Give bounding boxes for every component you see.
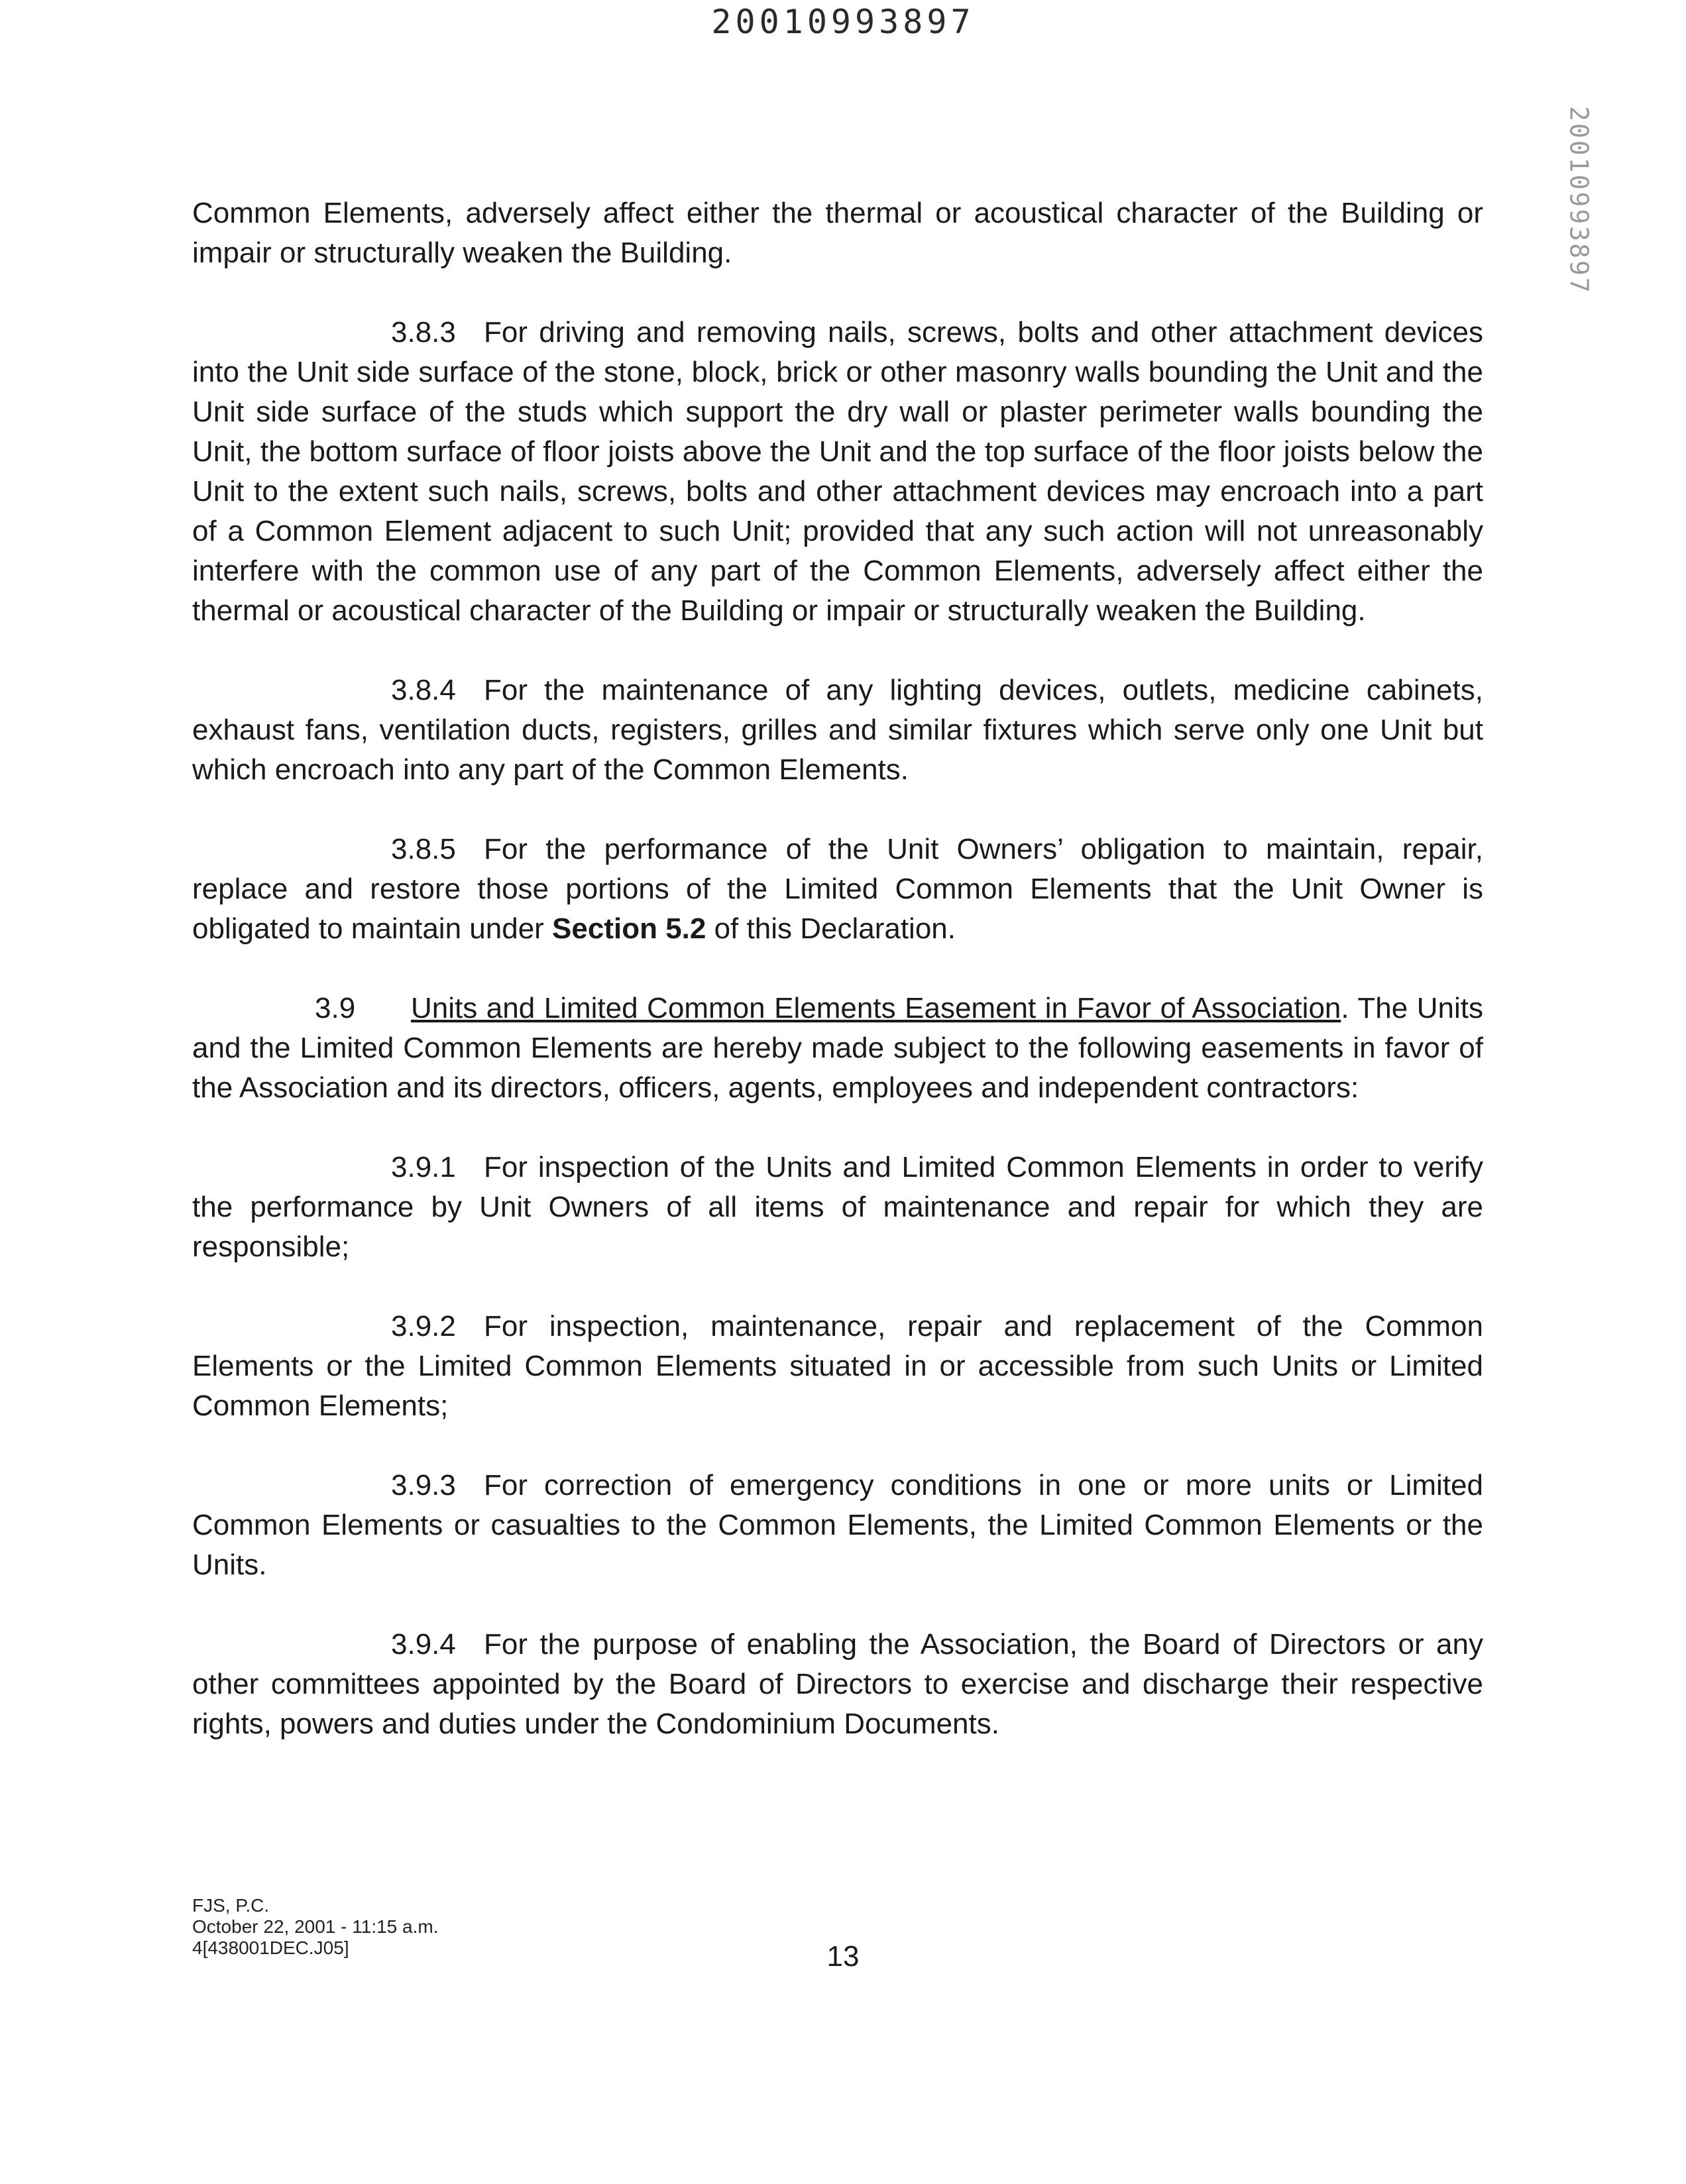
paragraph-text: . The Units and the Limited Common Elements are hereby made subject to the following easements in favor of the Association and its directors, officers, agents, employees and independent contractors: (192, 992, 1483, 1104)
section-number: 3.9.3 (391, 1469, 456, 1502)
section-number: 3.9 (315, 992, 356, 1024)
footer-date: October 22, 2001 - 11:15 a.m. (192, 1916, 439, 1937)
section-heading: Units and Limited Common Elements Easement in Favor of Association (411, 992, 1341, 1024)
document-number: 20010993897 (711, 3, 975, 41)
section-reference: Section 5.2 (552, 912, 706, 945)
page-number: 13 (826, 1940, 860, 1973)
section-number: 3.9.4 (391, 1628, 456, 1661)
section-number: 3.8.4 (391, 674, 456, 706)
paragraph-text: For driving and removing nails, screws, bolts and other attachment devices into the Unit side surface of the stone, block, brick or other masonry walls bounding the Unit and the Unit side surface of the studs which support the dry wall or plaster perimeter walls bounding the Unit, the bottom surface of floor joists above the Unit and the top surface of the floor joists below the Unit to the extent such nails, screws, bolts and other attachment devices may encroach into a part of a Common Element adjacent to such Unit; provided that any such action will not unreasonably interfere with the common use of any part of the Common Elements, adversely affect either the thermal or acoustical character of the Building or impair or structurally weaken the Building. (192, 316, 1483, 627)
section-number: 3.9.1 (391, 1151, 456, 1183)
footer-file-ref: 4[438001DEC.J05] (192, 1938, 349, 1958)
paragraph-text: For the purpose of enabling the Association, the Board of Directors or any other committees appointed by the Board of Directors to exercise and discharge their respective rights, powers and duties under the Condominium Documents. (192, 1628, 1483, 1740)
side-stamp-text: 20010993897 (1564, 106, 1594, 295)
paragraph-3-9-2 (192, 1307, 1483, 1426)
paragraph-text: For the performance of the Unit Owners’ obligation to maintain, repair, replace and restore those portions of the Limited Common Elements that the Unit Owner is obligated to maintain under (192, 833, 1483, 945)
paragraph-3-9-3 (192, 1466, 1483, 1585)
paragraph-3-9-1 (192, 1148, 1483, 1267)
footer-info (192, 1895, 438, 1959)
paragraph-continuation: Common Elements, adversely affect either the thermal or acoustical character of the Building or impair or structurally weaken the Building. (192, 197, 1483, 269)
paragraph-3-9 (192, 989, 1483, 1108)
paragraph-text-end: of this Declaration. (706, 912, 956, 945)
section-number: 3.9.2 (391, 1310, 456, 1342)
paragraph-3-8-4 (192, 671, 1483, 790)
paragraph-3-8-5 (192, 830, 1483, 949)
footer-firm: FJS, P.C. (192, 1895, 270, 1916)
vertical-recording-stamp (1557, 99, 1597, 311)
paragraph-text: For the maintenance of any lighting devices, outlets, medicine cabinets, exhaust fans, ventilation ducts, registers, grilles and similar fixtures which serve only one Unit but which encroach into any part of the Common Elements. (192, 674, 1483, 786)
section-number: 3.8.5 (391, 833, 456, 865)
section-number: 3.8.3 (391, 316, 456, 349)
paragraph-text: For inspection of the Units and Limited Common Elements in order to verify the performance by Unit Owners of all items of maintenance and repair for which they are responsible; (192, 1151, 1483, 1263)
paragraph-text: For inspection, maintenance, repair and replacement of the Common Elements or the Limited Common Elements situated in or accessible from such Units or Limited Common Elements; (192, 1310, 1483, 1422)
paragraph-3-9-4 (192, 1625, 1483, 1744)
paragraph-text: For correction of emergency conditions in one or more units or Limited Common Elements or casualties to the Common Elements, the Limited Common Elements or the Units. (192, 1469, 1483, 1581)
document-body (192, 193, 1483, 1744)
paragraph-3-8-3 (192, 313, 1483, 631)
